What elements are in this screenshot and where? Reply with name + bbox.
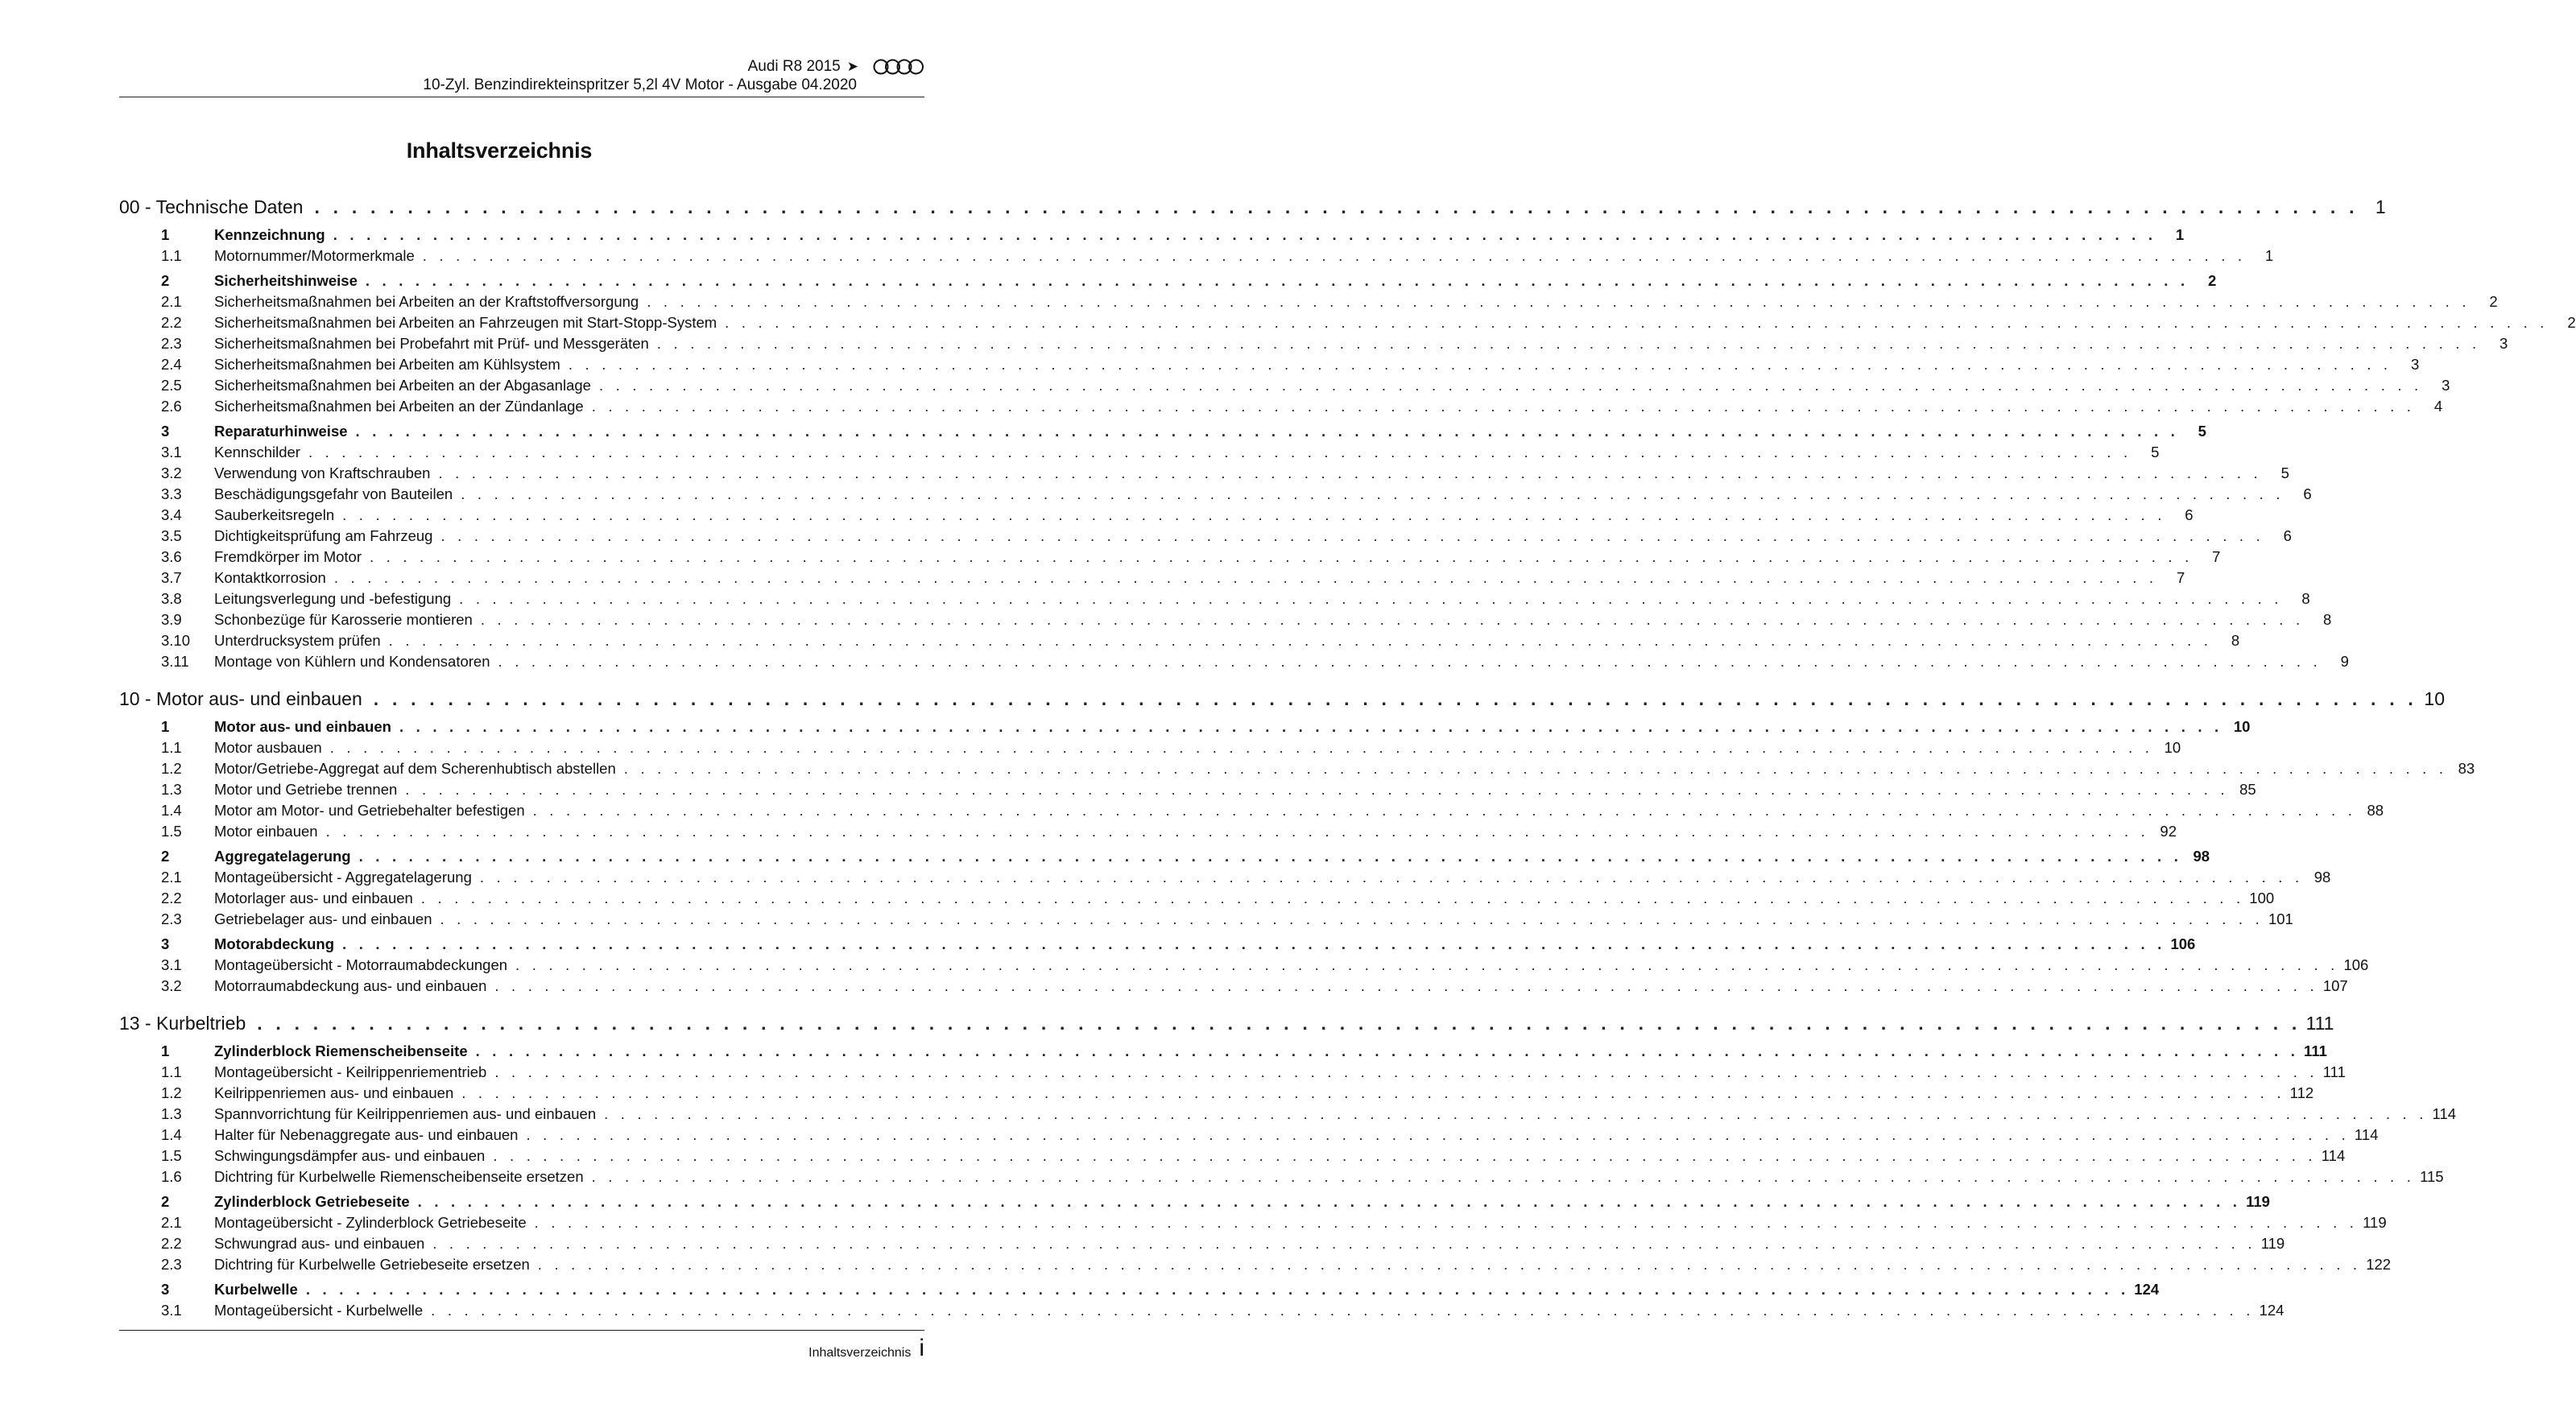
- section-title: Getriebelager aus- und einbauen: [214, 910, 432, 927]
- dot-leader: . . . . . . . . . . . . . . . . . . . . . . . . . . . . . . . . . . . . . . . . . . . . . . . . . . . . . . . . . . . . . . . . . . . . . . . . . . . . . . . . . . . . . . . . . . . . . . . . . . . . . . . . . . . . . .: [532, 802, 2357, 819]
- dot-leader: . . . . . . . . . . . . . . . . . . . . . . . . . . . . . . . . . . . . . . . . . . . . . . . . . . . . . . . . . . . . . . . . . . . . . . . . . . . . . . . . . . . . . . . . . . . . . . . . . . . . . . . . . . . . . .: [325, 823, 2149, 840]
- dot-leader: . . . . . . . . . . . . . . . . . . . . . . . . . . . . . . . . . . . . . . . . . . . . . . . . . . . . . . . . . . . . . . . . . . . . . . . . . . . . . . . . . . . . . . . . . . . . . . . . . . . . . . . . . . . . . .: [591, 398, 2416, 415]
- section-page-number: 106: [2343, 956, 2369, 973]
- dot-leader: . . . . . . . . . . . . . . . . . . . . . . . . . . . . . . . . . . . . . . . . . . . . . . . . . . . . . . . . . . . . . . . . . . . . . . . . . . . . . . . . . . . . . . . . . . . . . . . . . . . . . . . . . . . . . .: [498, 653, 2322, 670]
- section-number: 2: [161, 848, 170, 865]
- chapter-page-number: 1: [2375, 196, 2386, 217]
- section-number: 3.9: [161, 611, 182, 628]
- section-title: Dichtring für Kurbelwelle Getriebeseite ersetzen: [214, 1256, 530, 1273]
- section-page-number: 100: [2249, 890, 2275, 906]
- section-page-number: 119: [2246, 1193, 2270, 1210]
- section-title: Beschädigungsgefahr von Bauteilen: [214, 485, 453, 502]
- section-number: 1.6: [161, 1168, 182, 1185]
- section-page-number: 122: [2366, 1256, 2392, 1273]
- section-number: 1.3: [161, 781, 182, 798]
- section-number: 3.1: [161, 444, 182, 460]
- dot-leader: . . . . . . . . . . . . . . . . . . . . . . . . . . . . . . . . . . . . . . . . . . . . . . . . . . . . . . . . . . . . . . . . . . . . . . . . . . . . . . . . . . . . . . . . . . . . . . . . . . . . . . . . . . . . . .: [355, 423, 2179, 440]
- section-title: Schwingungsdämpfer aus- und einbauen: [214, 1147, 486, 1164]
- page-title: Inhaltsverzeichnis: [406, 138, 593, 163]
- dot-leader: . . . . . . . . . . . . . . . . . . . . . . . . . . . . . . . . . . . . . . . . . . . . . . . . . . . . . . . . . . . . . . . . . . . . . . . . . . . . . . . . . . . . . . . . . . . . . . . . . . . . . . . . . . . . . .: [373, 688, 2418, 709]
- dot-leader: . . . . . . . . . . . . . . . . . . . . . . . . . . . . . . . . . . . . . . . . . . . . . . . . . . . . . . . . . . . . . . . . . . . . . . . . . . . . . . . . . . . . . . . . . . . . . . . . . . . . . . . . . . . . . .: [405, 781, 2229, 798]
- section-number: 3.11: [161, 653, 189, 670]
- dot-leader: . . . . . . . . . . . . . . . . . . . . . . . . . . . . . . . . . . . . . . . . . . . . . . . . . . . . . . . . . . . . . . . . . . . . . . . . . . . . . . . . . . . . . . . . . . . . . . . . . . . . . . . . . . . . . .: [333, 569, 2158, 586]
- section-title: Motornummer/Motormerkmale: [214, 247, 415, 264]
- dot-leader: . . . . . . . . . . . . . . . . . . . . . . . . . . . . . . . . . . . . . . . . . . . . . . . . . . . . . . . . . . . . . . . . . . . . . . . . . . . . . . . . . . . . . . . . . . . . . . . . . . . . . . . . . . . . . .: [534, 1214, 2359, 1231]
- section-page-number: 5: [2198, 423, 2206, 440]
- section-title: Schwungrad aus- und einbauen: [214, 1235, 425, 1252]
- dot-leader: . . . . . . . . . . . . . . . . . . . . . . . . . . . . . . . . . . . . . . . . . . . . . . . . . . . . . . . . . . . . . . . . . . . . . . . . . . . . . . . . . . . . . . . . . . . . . . . . . . . . . . . . . . . . . .: [591, 1168, 2416, 1185]
- section-title: Sauberkeitsregeln: [214, 506, 335, 523]
- toc-subsection-row[interactable]: [119, 396, 2443, 417]
- toc-subsection-row[interactable]: [119, 1254, 2392, 1275]
- section-number: 3.8: [161, 590, 182, 607]
- toc-subsection-row[interactable]: [119, 484, 2312, 505]
- section-title: Motorraumabdeckung aus- und einbauen: [214, 977, 487, 994]
- toc-subsection-row[interactable]: [119, 1166, 2444, 1187]
- section-title: Motor/Getriebe-Aggregat auf dem Scherenhubtisch abstellen: [214, 760, 616, 777]
- page-header: [119, 58, 924, 94]
- section-page-number: 111: [2304, 1042, 2327, 1059]
- toc-chapter: [119, 685, 2475, 997]
- toc-subsection-row[interactable]: [119, 888, 2275, 909]
- footer-page-number: i: [919, 1335, 924, 1361]
- toc-subsection-row[interactable]: [119, 588, 2310, 609]
- section-page-number: 5: [2151, 444, 2160, 460]
- section-number: 3.1: [161, 956, 182, 973]
- section-title: Verwendung von Kraftschrauben: [214, 464, 431, 481]
- section-title: Sicherheitsmaßnahmen bei Arbeiten am Kühlsystem: [214, 356, 560, 373]
- section-title: Montageübersicht - Kurbelwelle: [214, 1302, 424, 1319]
- section-page-number: 88: [2367, 802, 2384, 819]
- toc-subsection-row[interactable]: [119, 463, 2289, 484]
- section-title: Dichtring für Kurbelwelle Riemenscheibenseite ersetzen: [214, 1168, 584, 1185]
- toc-subsection-row[interactable]: [119, 246, 2274, 266]
- toc-section-row[interactable]: [119, 270, 2217, 291]
- section-page-number: 3: [2442, 377, 2450, 394]
- toc-section-row[interactable]: [119, 1191, 2270, 1212]
- dot-leader: . . . . . . . . . . . . . . . . . . . . . . . . . . . . . . . . . . . . . . . . . . . . . . . . . . . . . . . . . . . . . . . . . . . . . . . . . . . . . . . . . . . . . . . . . . . . . . . . . . . . . . . . . . . . . .: [623, 760, 2448, 777]
- toc-subsection-row[interactable]: [119, 442, 2160, 463]
- section-number: 1.1: [161, 247, 182, 264]
- section-number: 2.2: [161, 1235, 182, 1252]
- toc-section-row[interactable]: [119, 421, 2206, 442]
- footer-divider: [119, 1330, 924, 1331]
- dot-leader: . . . . . . . . . . . . . . . . . . . . . . . . . . . . . . . . . . . . . . . . . . . . . . . . . . . . . . . . . . . . . . . . . . . . . . . . . . . . . . . . . . . . . . . . . . . . . . . . . . . . . . . . . . . . . .: [438, 464, 2262, 481]
- section-title: Spannvorrichtung für Keilrippenriemen aus- und einbauen: [214, 1105, 597, 1122]
- section-number: 2.1: [161, 293, 182, 310]
- toc-subsection-row[interactable]: [119, 1233, 2285, 1254]
- section-title: Sicherheitsmaßnahmen bei Arbeiten an der Kraftstoffversorgung: [214, 293, 639, 310]
- section-title: Motor ausbauen: [214, 739, 322, 756]
- toc-subsection-row[interactable]: [119, 821, 2177, 842]
- dot-leader: . . . . . . . . . . . . . . . . . . . . . . . . . . . . . . . . . . . . . . . . . . . . . . . . . . . . . . . . . . . . . . . . . . . . . . . . . . . . . . . . . . . . . . . . . . . . . . . . . . . . . . . . . . . . . .: [494, 977, 2318, 994]
- section-title: Kennzeichnung: [214, 226, 325, 243]
- section-title: Keilrippenriemen aus- und einbauen: [214, 1084, 454, 1101]
- dot-leader: . . . . . . . . . . . . . . . . . . . . . . . . . . . . . . . . . . . . . . . . . . . . . . . . . . . . . . . . . . . . . . . . . . . . . . . . . . . . . . . . . . . . . . . . . . . . . . . . . . . . . . . . . . . . . .: [494, 1063, 2318, 1080]
- toc-subsection-row[interactable]: [119, 291, 2498, 312]
- section-number: 2.4: [161, 356, 182, 373]
- section-page-number: 1: [2175, 226, 2185, 243]
- section-number: 3.1: [161, 1302, 182, 1319]
- dot-leader: . . . . . . . . . . . . . . . . . . . . . . . . . . . . . . . . . . . . . . . . . . . . . . . . . . . . . . . . . . . . . . . . . . . . . . . . . . . . . . . . . . . . . . . . . . . . . . . . . . . . . . . . . . . . . .: [475, 1042, 2300, 1059]
- section-title: Zylinderblock Riemenscheibenseite: [214, 1042, 468, 1059]
- section-title: Fremdkörper im Motor: [214, 548, 362, 565]
- dot-leader: . . . . . . . . . . . . . . . . . . . . . . . . . . . . . . . . . . . . . . . . . . . . . . . . . . . . . . . . . . . . . . . . . . . . . . . . . . . . . . . . . . . . . . . . . . . . . . . . . . . . . . . . . . . . . .: [308, 444, 2132, 460]
- section-page-number: 8: [2323, 611, 2332, 628]
- section-number: 1.1: [161, 739, 182, 756]
- section-title: Sicherheitsmaßnahmen bei Probefahrt mit Prüf- und Messgeräten: [214, 335, 649, 352]
- dot-leader: . . . . . . . . . . . . . . . . . . . . . . . . . . . . . . . . . . . . . . . . . . . . . . . . . . . . . . . . . . . . . . . . . . . . . . . . . . . . . . . . . . . . . . . . . . . . . . . . . . . . . . . . . . . . . .: [329, 739, 2154, 756]
- toc-subsection-row[interactable]: [119, 1125, 2379, 1146]
- section-title: Kennschilder: [214, 444, 300, 460]
- dot-leader: . . . . . . . . . . . . . . . . . . . . . . . . . . . . . . . . . . . . . . . . . . . . . . . . . . . . . . . . . . . . . . . . . . . . . . . . . . . . . . . . . . . . . . . . . . . . . . . . . . . . . . . . . . . . . .: [365, 272, 2189, 289]
- toc-section-row[interactable]: [119, 1279, 2160, 1300]
- section-number: 1.2: [161, 1084, 182, 1101]
- section-title: Kontaktkorrosion: [214, 569, 326, 586]
- section-number: 3.5: [161, 527, 182, 544]
- toc-subsection-row[interactable]: [119, 955, 2369, 976]
- section-title: Leitungsverlegung und -befestigung: [214, 590, 452, 607]
- section-page-number: 10: [2233, 718, 2251, 735]
- toc-chapter-row[interactable]: [119, 685, 2446, 712]
- section-title: Motor aus- und einbauen: [214, 718, 391, 735]
- toc-section-row[interactable]: [119, 716, 2251, 737]
- dot-leader: . . . . . . . . . . . . . . . . . . . . . . . . . . . . . . . . . . . . . . . . . . . . . . . . . . . . . . . . . . . . . . . . . . . . . . . . . . . . . . . . . . . . . . . . . . . . . . . . . . . . . . . . . . . . . .: [725, 314, 2549, 331]
- toc-subsection-row[interactable]: [119, 1062, 2346, 1083]
- dot-leader: . . . . . . . . . . . . . . . . . . . . . . . . . . . . . . . . . . . . . . . . . . . . . . . . . . . . . . . . . . . . . . . . . . . . . . . . . . . . . . . . . . . . . . . . . . . . . . . . . . . . . . . . . . . . . .: [305, 1281, 2130, 1298]
- section-number: 2.3: [161, 910, 182, 927]
- toc-chapter-row[interactable]: [119, 193, 2386, 221]
- dot-leader: . . . . . . . . . . . . . . . . . . . . . . . . . . . . . . . . . . . . . . . . . . . . . . . . . . . . . . . . . . . . . . . . . . . . . . . . . . . . . . . . . . . . . . . . . . . . . . . . . . . . . . . . . . . . . .: [537, 1256, 2362, 1273]
- toc-subsection-row[interactable]: [119, 909, 2293, 930]
- section-number: 3.2: [161, 464, 182, 481]
- toc-subsection-row[interactable]: [119, 526, 2292, 547]
- dot-leader: . . . . . . . . . . . . . . . . . . . . . . . . . . . . . . . . . . . . . . . . . . . . . . . . . . . . . . . . . . . . . . . . . . . . . . . . . . . . . . . . . . . . . . . . . . . . . . . . . . . . . . . . . . . . . .: [459, 590, 2283, 607]
- toc-section-row[interactable]: [119, 1041, 2327, 1062]
- dot-leader: . . . . . . . . . . . . . . . . . . . . . . . . . . . . . . . . . . . . . . . . . . . . . . . . . . . . . . . . . . . . . . . . . . . . . . . . . . . . . . . . . . . . . . . . . . . . . . . . . . . . . . . . . . . . . .: [440, 527, 2264, 544]
- dot-leader: . . . . . . . . . . . . . . . . . . . . . . . . . . . . . . . . . . . . . . . . . . . . . . . . . . . . . . . . . . . . . . . . . . . . . . . . . . . . . . . . . . . . . . . . . . . . . . . . . . . . . . . . . . . . . .: [480, 611, 2305, 628]
- section-number: 2.1: [161, 869, 182, 886]
- section-number: 2.5: [161, 377, 182, 394]
- section-page-number: 7: [2176, 569, 2185, 586]
- section-number: 3.3: [161, 485, 182, 502]
- section-number: 3: [161, 1281, 170, 1298]
- dot-leader: . . . . . . . . . . . . . . . . . . . . . . . . . . . . . . . . . . . . . . . . . . . . . . . . . . . . . . . . . . . . . . . . . . . . . . . . . . . . . . . . . . . . . . . . . . . . . . . . . . . . . . . . . . . . . .: [333, 226, 2157, 243]
- section-number: 1.2: [161, 760, 182, 777]
- table-of-contents: [119, 193, 2576, 1321]
- section-title: Sicherheitsmaßnahmen bei Arbeiten an Fahrzeugen mit Start-Stopp-System: [214, 314, 717, 331]
- toc-subsection-row[interactable]: [119, 375, 2450, 396]
- chapter-page-number: 10: [2424, 688, 2446, 709]
- section-title: Montageübersicht - Keilrippenriementrieb: [214, 1063, 487, 1080]
- section-number: 2: [161, 272, 170, 289]
- section-page-number: 8: [2301, 590, 2310, 607]
- section-number: 1.3: [161, 1105, 182, 1122]
- section-number: 2.2: [161, 314, 182, 331]
- dot-leader: . . . . . . . . . . . . . . . . . . . . . . . . . . . . . . . . . . . . . . . . . . . . . . . . . . . . . . . . . . . . . . . . . . . . . . . . . . . . . . . . . . . . . . . . . . . . . . . . . . . . . . . . . . . . . .: [493, 1147, 2317, 1164]
- section-number: 3.2: [161, 977, 182, 994]
- header-subtitle: 10-Zyl. Benzindirekteinspritzer 5,2l 4V Motor - Ausgabe 04.2020: [423, 76, 857, 93]
- section-page-number: 1: [2264, 247, 2274, 264]
- section-title: Montage von Kühlern und Kondensatoren: [214, 653, 490, 670]
- toc-subsection-row[interactable]: [119, 505, 2194, 526]
- toc-subsection-row[interactable]: [119, 758, 2475, 779]
- header-model: Audi R8 2015: [747, 58, 841, 75]
- section-number: 1.4: [161, 1126, 182, 1143]
- chapter-title: 00 - Technische Daten: [119, 196, 304, 217]
- section-page-number: 6: [2283, 527, 2292, 544]
- toc-subsection-row[interactable]: [119, 867, 2331, 888]
- section-page-number: 114: [2354, 1126, 2379, 1143]
- section-page-number: 114: [2321, 1147, 2346, 1164]
- section-number: 3.6: [161, 548, 182, 565]
- arrow-icon: ➤: [846, 59, 858, 74]
- section-page-number: 114: [2432, 1105, 2457, 1122]
- dot-leader: . . . . . . . . . . . . . . . . . . . . . . . . . . . . . . . . . . . . . . . . . . . . . . . . . . . . . . . . . . . . . . . . . . . . . . . . . . . . . . . . . . . . . . . . . . . . . . . . . . . . . . . . . . . . . .: [440, 910, 2264, 927]
- section-number: 2.3: [161, 335, 182, 352]
- dot-leader: . . . . . . . . . . . . . . . . . . . . . . . . . . . . . . . . . . . . . . . . . . . . . . . . . . . . . . . . . . . . . . . . . . . . . . . . . . . . . . . . . . . . . . . . . . . . . . . . . . . . . . . . . . . . . .: [369, 548, 2194, 565]
- toc-subsection-row[interactable]: [119, 568, 2185, 588]
- section-title: Montageübersicht - Aggregatelagerung: [214, 869, 472, 886]
- page-footer: [808, 1336, 924, 1360]
- toc-subsection-row[interactable]: [119, 630, 2240, 651]
- toc-section-row[interactable]: [119, 225, 2185, 246]
- dot-leader: . . . . . . . . . . . . . . . . . . . . . . . . . . . . . . . . . . . . . . . . . . . . . . . . . . . . . . . . . . . . . . . . . . . . . . . . . . . . . . . . . . . . . . . . . . . . . . . . . . . . . . . . . . . . . .: [656, 335, 2481, 352]
- toc-subsection-row[interactable]: [119, 354, 2420, 375]
- section-number: 1: [161, 226, 170, 243]
- toc-chapter: [119, 1009, 2457, 1321]
- chapter-title: 13 - Kurbeltrieb: [119, 1013, 246, 1034]
- section-page-number: 10: [2164, 739, 2181, 756]
- toc-subsection-row[interactable]: [119, 976, 2348, 997]
- dot-leader: . . . . . . . . . . . . . . . . . . . . . . . . . . . . . . . . . . . . . . . . . . . . . . . . . . . . . . . . . . . . . . . . . . . . . . . . . . . . . . . . . . . . . . . . . . . . . . . . . . . . . . . . . . . . . .: [358, 848, 2183, 865]
- section-page-number: 115: [2420, 1168, 2444, 1185]
- toc-subsection-row[interactable]: [119, 1146, 2346, 1166]
- toc-subsection-row[interactable]: [119, 779, 2256, 800]
- dot-leader: . . . . . . . . . . . . . . . . . . . . . . . . . . . . . . . . . . . . . . . . . . . . . . . . . . . . . . . . . . . . . . . . . . . . . . . . . . . . . . . . . . . . . . . . . . . . . . . . . . . . . . . . . . . . . .: [257, 1013, 2301, 1034]
- section-page-number: 2: [2567, 314, 2576, 331]
- toc-subsection-row[interactable]: [119, 800, 2384, 821]
- section-title: Aggregatelagerung: [214, 848, 351, 865]
- toc-subsection-row[interactable]: [119, 333, 2508, 354]
- toc-subsection-row[interactable]: [119, 1104, 2457, 1125]
- dot-leader: . . . . . . . . . . . . . . . . . . . . . . . . . . . . . . . . . . . . . . . . . . . . . . . . . . . . . . . . . . . . . . . . . . . . . . . . . . . . . . . . . . . . . . . . . . . . . . . . . . . . . . . . . . . . . .: [417, 1193, 2242, 1210]
- toc-subsection-row[interactable]: [119, 609, 2332, 630]
- section-page-number: 8: [2231, 632, 2240, 649]
- dot-leader: . . . . . . . . . . . . . . . . . . . . . . . . . . . . . . . . . . . . . . . . . . . . . . . . . . . . . . . . . . . . . . . . . . . . . . . . . . . . . . . . . . . . . . . . . . . . . . . . . . . . . . . . . . . . . .: [399, 718, 2223, 735]
- section-number: 1.4: [161, 802, 182, 819]
- section-page-number: 4: [2433, 398, 2443, 415]
- toc-section-row[interactable]: [119, 846, 2210, 867]
- section-page-number: 119: [2363, 1214, 2387, 1231]
- chapter-title: 10 - Motor aus- und einbauen: [119, 688, 362, 709]
- section-title: Unterdrucksystem prüfen: [214, 632, 381, 649]
- section-title: Motor und Getriebe trennen: [214, 781, 398, 798]
- toc-subsection-row[interactable]: [119, 651, 2349, 672]
- section-number: 3: [161, 935, 170, 952]
- section-page-number: 2: [2489, 293, 2498, 310]
- section-number: 1.5: [161, 823, 182, 840]
- dot-leader: . . . . . . . . . . . . . . . . . . . . . . . . . . . . . . . . . . . . . . . . . . . . . . . . . . . . . . . . . . . . . . . . . . . . . . . . . . . . . . . . . . . . . . . . . . . . . . . . . . . . . . . . . . . . . .: [526, 1126, 2350, 1143]
- toc-subsection-row[interactable]: [119, 1083, 2314, 1104]
- section-number: 3.10: [161, 632, 191, 649]
- section-title: Zylinderblock Getriebeseite: [214, 1193, 410, 1210]
- footer-label: Inhaltsverzeichnis: [808, 1346, 912, 1360]
- section-number: 3.7: [161, 569, 182, 586]
- section-title: Kurbelwelle: [214, 1281, 298, 1298]
- section-page-number: 3: [2499, 335, 2508, 352]
- header-line-model: [119, 58, 924, 76]
- section-page-number: 112: [2289, 1084, 2314, 1101]
- toc-subsection-row[interactable]: [119, 547, 2221, 568]
- section-number: 2: [161, 1193, 170, 1210]
- section-page-number: 85: [2239, 781, 2256, 798]
- audi-rings-icon: [873, 58, 924, 76]
- section-page-number: 6: [2185, 506, 2194, 523]
- dot-leader: . . . . . . . . . . . . . . . . . . . . . . . . . . . . . . . . . . . . . . . . . . . . . . . . . . . . . . . . . . . . . . . . . . . . . . . . . . . . . . . . . . . . . . . . . . . . . . . . . . . . . . . . . . . . . .: [647, 293, 2471, 310]
- section-title: Sicherheitsmaßnahmen bei Arbeiten an der Zündanlage: [214, 398, 584, 415]
- toc-chapter-row[interactable]: [119, 1009, 2334, 1037]
- toc-section-row[interactable]: [119, 934, 2196, 955]
- section-number: 2.2: [161, 890, 182, 906]
- section-page-number: 119: [2260, 1235, 2285, 1252]
- section-number: 3.4: [161, 506, 182, 523]
- section-title: Montageübersicht - Zylinderblock Getriebeseite: [214, 1214, 527, 1231]
- dot-leader: . . . . . . . . . . . . . . . . . . . . . . . . . . . . . . . . . . . . . . . . . . . . . . . . . . . . . . . . . . . . . . . . . . . . . . . . . . . . . . . . . . . . . . . . . . . . . . . . . . . . . . . . . . . . . .: [314, 196, 2359, 217]
- section-page-number: 6: [2303, 485, 2312, 502]
- section-title: Motor am Motor- und Getriebehalter befestigen: [214, 802, 525, 819]
- section-page-number: 92: [2160, 823, 2177, 840]
- section-page-number: 5: [2280, 464, 2289, 481]
- dot-leader: . . . . . . . . . . . . . . . . . . . . . . . . . . . . . . . . . . . . . . . . . . . . . . . . . . . . . . . . . . . . . . . . . . . . . . . . . . . . . . . . . . . . . . . . . . . . . . . . . . . . . . . . . . . . . .: [515, 956, 2339, 973]
- section-title: Montageübersicht - Motorraumabdeckungen: [214, 956, 508, 973]
- section-page-number: 106: [2170, 935, 2196, 952]
- section-page-number: 124: [2134, 1281, 2160, 1298]
- section-title: Sicherheitshinweise: [214, 272, 358, 289]
- section-number: 1: [161, 718, 170, 735]
- section-page-number: 98: [2313, 869, 2331, 886]
- dot-leader: . . . . . . . . . . . . . . . . . . . . . . . . . . . . . . . . . . . . . . . . . . . . . . . . . . . . . . . . . . . . . . . . . . . . . . . . . . . . . . . . . . . . . . . . . . . . . . . . . . . . . . . . . . . . . .: [461, 1084, 2285, 1101]
- dot-leader: . . . . . . . . . . . . . . . . . . . . . . . . . . . . . . . . . . . . . . . . . . . . . . . . . . . . . . . . . . . . . . . . . . . . . . . . . . . . . . . . . . . . . . . . . . . . . . . . . . . . . . . . . . . . . .: [420, 890, 2245, 906]
- section-number: 2.1: [161, 1214, 182, 1231]
- section-page-number: 111: [2322, 1063, 2346, 1080]
- section-page-number: 9: [2340, 653, 2349, 670]
- section-number: 3: [161, 423, 170, 440]
- section-page-number: 124: [2259, 1302, 2284, 1319]
- section-page-number: 7: [2212, 548, 2221, 565]
- section-page-number: 98: [2193, 848, 2210, 865]
- dot-leader: . . . . . . . . . . . . . . . . . . . . . . . . . . . . . . . . . . . . . . . . . . . . . . . . . . . . . . . . . . . . . . . . . . . . . . . . . . . . . . . . . . . . . . . . . . . . . . . . . . . . . . . . . . . . . .: [342, 935, 2166, 952]
- section-number: 1.5: [161, 1147, 182, 1164]
- section-number: 1.1: [161, 1063, 182, 1080]
- section-page-number: 101: [2268, 910, 2293, 927]
- dot-leader: . . . . . . . . . . . . . . . . . . . . . . . . . . . . . . . . . . . . . . . . . . . . . . . . . . . . . . . . . . . . . . . . . . . . . . . . . . . . . . . . . . . . . . . . . . . . . . . . . . . . . . . . . . . . . .: [432, 1235, 2256, 1252]
- section-title: Motorlager aus- und einbauen: [214, 890, 413, 906]
- dot-leader: . . . . . . . . . . . . . . . . . . . . . . . . . . . . . . . . . . . . . . . . . . . . . . . . . . . . . . . . . . . . . . . . . . . . . . . . . . . . . . . . . . . . . . . . . . . . . . . . . . . . . . . . . . . . . .: [479, 869, 2304, 886]
- section-title: Halter für Nebenaggregate aus- und einbauen: [214, 1126, 519, 1143]
- dot-leader: . . . . . . . . . . . . . . . . . . . . . . . . . . . . . . . . . . . . . . . . . . . . . . . . . . . . . . . . . . . . . . . . . . . . . . . . . . . . . . . . . . . . . . . . . . . . . . . . . . . . . . . . . . . . . .: [568, 356, 2392, 373]
- dot-leader: . . . . . . . . . . . . . . . . . . . . . . . . . . . . . . . . . . . . . . . . . . . . . . . . . . . . . . . . . . . . . . . . . . . . . . . . . . . . . . . . . . . . . . . . . . . . . . . . . . . . . . . . . . . . . .: [598, 377, 2423, 394]
- dot-leader: . . . . . . . . . . . . . . . . . . . . . . . . . . . . . . . . . . . . . . . . . . . . . . . . . . . . . . . . . . . . . . . . . . . . . . . . . . . . . . . . . . . . . . . . . . . . . . . . . . . . . . . . . . . . . .: [461, 485, 2284, 502]
- dot-leader: . . . . . . . . . . . . . . . . . . . . . . . . . . . . . . . . . . . . . . . . . . . . . . . . . . . . . . . . . . . . . . . . . . . . . . . . . . . . . . . . . . . . . . . . . . . . . . . . . . . . . . . . . . . . . .: [431, 1302, 2255, 1319]
- toc-subsection-row[interactable]: [119, 737, 2181, 758]
- section-title: Motor einbauen: [214, 823, 318, 840]
- section-title: Schonbezüge für Karosserie montieren: [214, 611, 473, 628]
- section-title: Sicherheitsmaßnahmen bei Arbeiten an der Abgasanlage: [214, 377, 591, 394]
- toc-subsection-row[interactable]: [119, 1300, 2284, 1321]
- toc-subsection-row[interactable]: [119, 312, 2576, 333]
- section-page-number: 107: [2322, 977, 2348, 994]
- section-title: Reparaturhinweise: [214, 423, 348, 440]
- section-number: 2.6: [161, 398, 182, 415]
- section-number: 2.3: [161, 1256, 182, 1273]
- section-page-number: 83: [2458, 760, 2475, 777]
- section-title: Motorabdeckung: [214, 935, 335, 952]
- dot-leader: . . . . . . . . . . . . . . . . . . . . . . . . . . . . . . . . . . . . . . . . . . . . . . . . . . . . . . . . . . . . . . . . . . . . . . . . . . . . . . . . . . . . . . . . . . . . . . . . . . . . . . . . . . . . . .: [604, 1105, 2428, 1122]
- section-page-number: 3: [2410, 356, 2420, 373]
- section-title: Dichtigkeitsprüfung am Fahrzeug: [214, 527, 433, 544]
- toc-chapter: [119, 193, 2576, 672]
- section-number: 1: [161, 1042, 170, 1059]
- dot-leader: . . . . . . . . . . . . . . . . . . . . . . . . . . . . . . . . . . . . . . . . . . . . . . . . . . . . . . . . . . . . . . . . . . . . . . . . . . . . . . . . . . . . . . . . . . . . . . . . . . . . . . . . . . . . . .: [342, 506, 2166, 523]
- dot-leader: . . . . . . . . . . . . . . . . . . . . . . . . . . . . . . . . . . . . . . . . . . . . . . . . . . . . . . . . . . . . . . . . . . . . . . . . . . . . . . . . . . . . . . . . . . . . . . . . . . . . . . . . . . . . . .: [388, 632, 2213, 649]
- section-page-number: 2: [2208, 272, 2217, 289]
- chapter-page-number: 111: [2305, 1013, 2334, 1034]
- dot-leader: . . . . . . . . . . . . . . . . . . . . . . . . . . . . . . . . . . . . . . . . . . . . . . . . . . . . . . . . . . . . . . . . . . . . . . . . . . . . . . . . . . . . . . . . . . . . . . . . . . . . . . . . . . . . . .: [422, 247, 2247, 264]
- toc-subsection-row[interactable]: [119, 1212, 2387, 1233]
